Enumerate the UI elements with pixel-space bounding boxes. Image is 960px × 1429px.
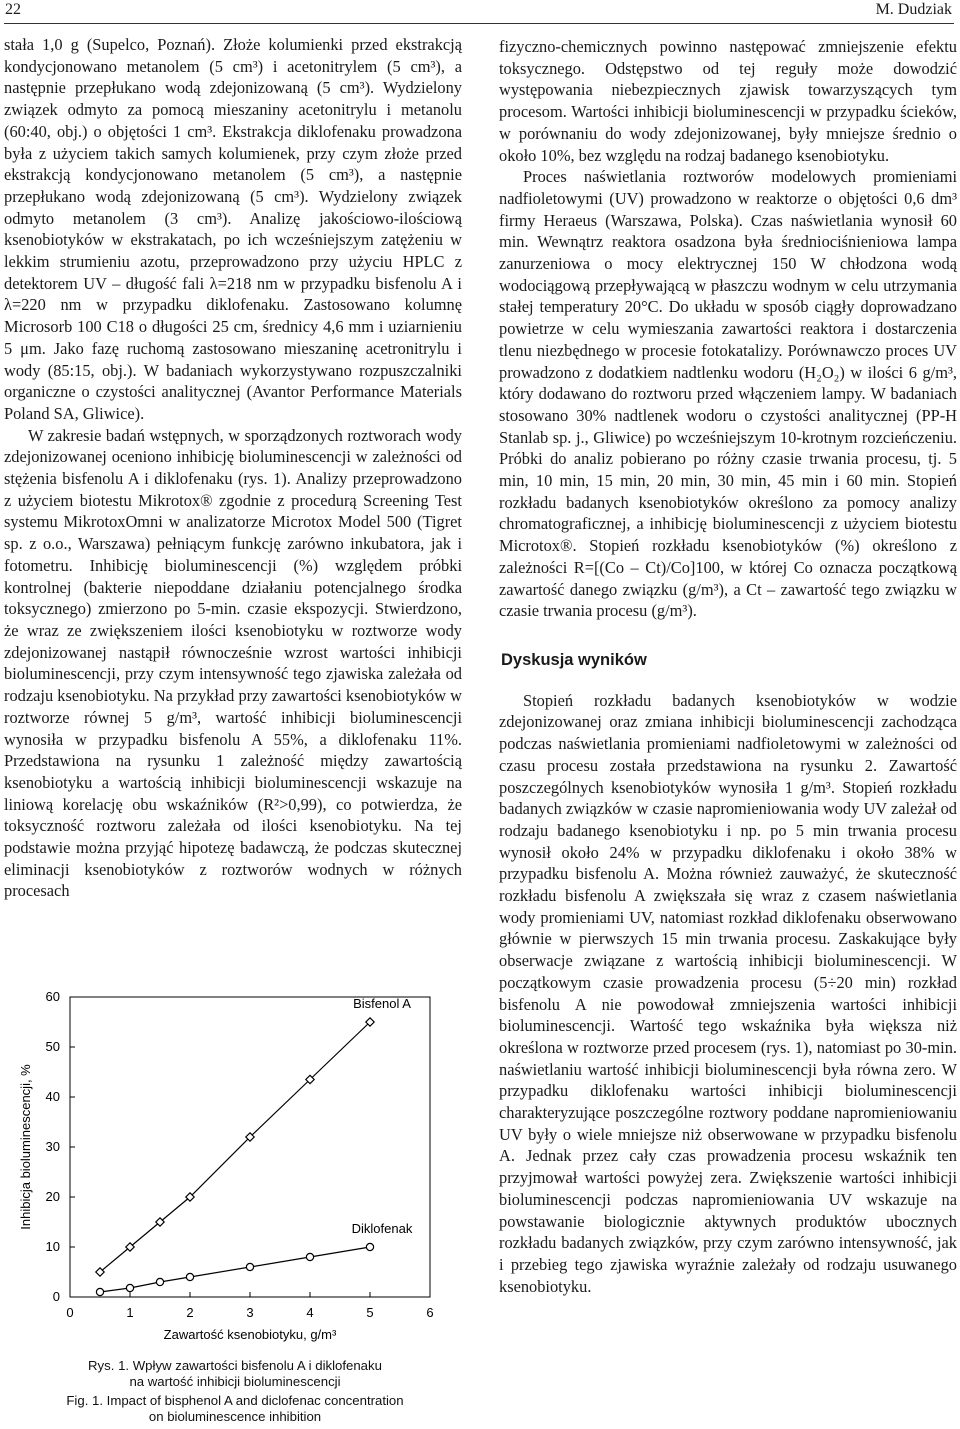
caption-en-2: on bioluminescence inhibition (148, 1409, 322, 1424)
x-tick-label: 6 (426, 1305, 434, 1320)
section-heading: Dyskusja wyników (501, 650, 647, 669)
data-point-diklofenak (306, 1253, 313, 1260)
y-axis-label: Inhibicja bioluminescencji, % (18, 1064, 33, 1230)
data-point-diklofenak (186, 1273, 193, 1280)
series-label-diklofenak: Diklofenak (351, 1221, 413, 1236)
running-author: M. Dudziak (875, 1, 952, 18)
x-tick-label: 4 (306, 1305, 314, 1320)
left-paragraph-2: W zakresie badań wstępnych, w sporządzonych roztworach wody zdejonizowanej oceniono inhibicję bioluminescencji w zależności od stężenia bisfenolu A i diklofenaku (rys. 1). Analizy przeprowadzono z użyciem biotestu Mikrotox® zgodnie z procedurą Screening Test systemu MikrotoxOmni w analizatorze Microtox Model 500 (Tigret sp. z o.o., Warszawa) pełniącym funkcję zarówno inkubatora, jak i fotometru. Inhibicję bioluminescencji (%) względem próbki kontrolnej (bakterie niepoddane działaniu potencjalnego środka toksycznego) zmierzono po 5-min. czasie ekspozycji. Stwierdzono, że wraz ze zwiększeniem ilości ksenobiotyku w roztworze wody zdejonizowanej nastąpił równocześnie wzrost wartości inhibicji bioluminescencji, przy czym intensywność tego zjawiska zależała od rodzaju ksenobiotyku. Na przykład przy zawartości ksenobiotyków w roztworze równej 5 g/m³, wartość inhibicji bioluminescencji wynosiła w przypadku bisfenolu A 55%, a diklofenaku 11%. Przedstawiona na rysunku 1 zależność między zawartością ksenobiotyku a wartością inhibicji bioluminescencji wskazuje na liniową korelację obu wskaźników (R²>0,99), co potwierdza, że toksyczność roztworu zależała od ilości ksenobiotyku. Na tej podstawie można przyjąć hipotezę badawczą, że podczas skutecznej eliminacji ksenobiotyków z roztworów wodnych w różnych procesach (4, 425, 462, 901)
y-tick-label: 50 (45, 1039, 60, 1054)
caption-en-1: Fig. 1. Impact of bisphenol A and diclofenac concentration (66, 1393, 404, 1408)
right-paragraph-1: fizyczno-chemicznych powinno następować zmniejszenie efektu toksycznego. Odstępstwo od tej reguły może dowodzić występowania niebezpiecznych zjawisk towarzyszących tym procesom. Wartości inhibicji bioluminescencji w przypadku ścieków, w porównaniu do wody zdejonizowanej, były mniejsze średnio o około 10%, bez względu na rodzaj badanego ksenobiotyku. (499, 37, 957, 165)
caption-pl-2: na wartość inhibicji bioluminescencji (129, 1374, 341, 1389)
y-tick-label: 30 (45, 1139, 60, 1154)
series-line-bisfenol-a (100, 1022, 370, 1272)
page-header (0, 0, 960, 22)
x-tick-label: 1 (126, 1305, 134, 1320)
header-rule (4, 23, 954, 24)
x-tick-label: 3 (246, 1305, 254, 1320)
figure-1 (0, 985, 470, 1425)
left-column (4, 34, 462, 902)
data-point-diklofenak (246, 1263, 253, 1270)
series-line-diklofenak (100, 1247, 370, 1292)
left-paragraph-1: stała 1,0 g (Supelco, Poznań). Złoże kolumienki przed ekstrakcją kondycjonowano metanolem (5 cm³) i acetonitrylem (5 cm³), a następnie przepłukano wodą zdejonizowaną (5 cm³). Wydzielony związek odmyto za pomocą mieszaniny acetonitrylu i metanolu (60:40, obj.) o objętości 1 cm³. Ekstrakcja diklofenaku prowadzona była z użyciem takich samych kolumienek, przy czym złoże przed ekstrakcją kondycjonowano metanolem (5 cm³), a następnie przepłukano wodą zdejonizowaną (5 cm³). Wydzielony związek odmyto metanolem (3 cm³). Analizę jakościowo-ilościową ksenobiotyków w ekstrakatach, po ich wcześniejszym zatężeniu w lekkim strumieniu azotu, przeprowadzono przy użyciu HPLC z detektorem UV – długość fali λ=218 nm w przypadku bisfenolu A i λ=220 nm w przypadku diklofenaku. Zastosowano kolumnę Microsorb 100 C18 o długości 25 cm, średnicy 4,6 mm i uziarnieniu 5 μm. Jako fazę ruchomą zastosowano mieszaninę acetronitrylu i wody (85:15, obj.). W badaniach wykorzystywano rozpuszczalniki organiczne o czystości analitycznej (Avantor Performance Materials Poland SA, Gliwice). (4, 35, 462, 423)
caption-pl-1: Rys. 1. Wpływ zawartości bisfenolu A i diklofenaku (88, 1358, 382, 1373)
data-point-diklofenak (96, 1288, 103, 1295)
x-tick-label: 0 (66, 1305, 74, 1320)
data-point-diklofenak (126, 1284, 133, 1291)
data-point-diklofenak (156, 1278, 163, 1285)
y-tick-label: 40 (45, 1089, 60, 1104)
y-tick-label: 0 (52, 1289, 60, 1304)
right-paragraph-3: Stopień rozkładu badanych ksenobiotyków w wodzie zdejonizowanej oraz zmiana inhibicji bioluminescencji zachodząca podczas naświetlania promieniami nadfioletowymi w zależności od czasu procesu została przedstawiona na rysunku 2. Zawartość poszczególnych ksenobiotyków wynosiła 1 g/m³. Stopień rozkładu badanych związków w czasie napromieniowania wody UV zależał od rodzaju badanego ksenobiotyku i np. po 5 min trwania procesu wynosił około 24% w przypadku diklofenaku i około 38% w przypadku bisfenolu A. Można również zauważyć, że skuteczność rozkładu bisfenolu A zwiększała się wraz z czasem naświetlania wody promieniami UV, natomiast rozkład diklofenaku obserwowano głównie w pierwszych 15 min trwania procesu. Zaskakujące były obserwacje związane z wartością inhibicji bioluminescencji. W początkowym czasie prowadzenia procesu (5÷20 min) rozkład bisfenolu A nie powodował zmniejszenia wartości inhibicji bioluminescencji. Wartość tego wskaźnika była większa niż określona w roztworze przed procesem (rys. 1), natomiast po 30-min. naświetlaniu wartość inhibicji bioluminescencji była równa zero. W przypadku diklofenaku wartości inhibicji bioluminescencji charakteryzujące poszczególne roztwory poddane napromieniowaniu UV były o wiele mniejsze niż obserwowane w przypadku bisfenolu A. Jednak przez cały czas prowadzenia procesu wskaźnik ten przyjmował wartości powyżej zera. Zwiększenie wartości inhibicji bioluminescencji podczas napromieniowania UV wskazuje na powstawanie biologicznie aktywnych produktów ubocznych rozkładu badanych związków, przy czym zarówno intensywność, jak i przebieg tego zjawiska wyraźnie zależały od rodzaju usuwanego ksenobiotyku. (499, 690, 957, 1296)
y-tick-label: 60 (45, 989, 60, 1004)
right-paragraph-2: Proces naświetlania roztworów modelowych promieniami nadfioletowymi (UV) prowadzono w reaktorze o objętości 0,6 dm³ firmy Heraeus (Warszawa, Polska). Czas naświetlania wynosił 60 min. Wewnątrz reaktora osadzona była średniociśnieniowa lampa zanurzeniowa o mocy elektrycznej 150 W chłodzona wodą wodociągową przepływającą w płaszczu wodnym w celu utrzymania stałej temperatury 20°C. Do układu w sposób ciągły doprowadzano powietrze w celu wymieszania zawartości reaktora i dostarczenia tlenu niezbędnego w procesie fotokatalizy. Porównawczo proces UV prowadzono z dodatkiem nadtlenku wodoru (H₂O₂) w ilości 6 g/m³, który dodawano do roztworu przed włączeniem lampy. W badaniach stosowano 30% nadtlenek wodoru o czystości analitycznej (PP-H Stanlab sp. j., Gliwice) po wcześniejszym 10-krotnym rozcieńczeniu. Próbki do analiz pobierano po różny czasie trwania procesu, tj. 5 min, 10 min, 15 min, 20 min, 30 min, 45 min i 60 min. Stopień rozkładu badanych ksenobiotyków określono za pomocy analizy chromatograficznej, a inhibicję bioluminescencji z użyciem biotestu Microtox®. Stopień rozkładu ksenobiotyków (%) określono z zależności R=[(Co – Ct)/Co]100, w której Co oznacza początkową zawartość danego związku (g/m³), a Ct – zawartość tego związku w czasie trwania procesu (g/m³). (499, 167, 957, 621)
x-tick-label: 2 (186, 1305, 194, 1320)
series-label-bisfenol-a: Bisfenol A (353, 996, 411, 1011)
y-tick-label: 20 (45, 1189, 60, 1204)
data-point-diklofenak (366, 1243, 373, 1250)
figure-chart (0, 985, 470, 1355)
x-tick-label: 5 (366, 1305, 374, 1320)
right-column (499, 36, 957, 1297)
x-axis-label: Zawartość ksenobiotyku, g/m³ (163, 1327, 337, 1342)
page-number: 22 (5, 1, 21, 18)
y-tick-label: 10 (45, 1239, 60, 1254)
